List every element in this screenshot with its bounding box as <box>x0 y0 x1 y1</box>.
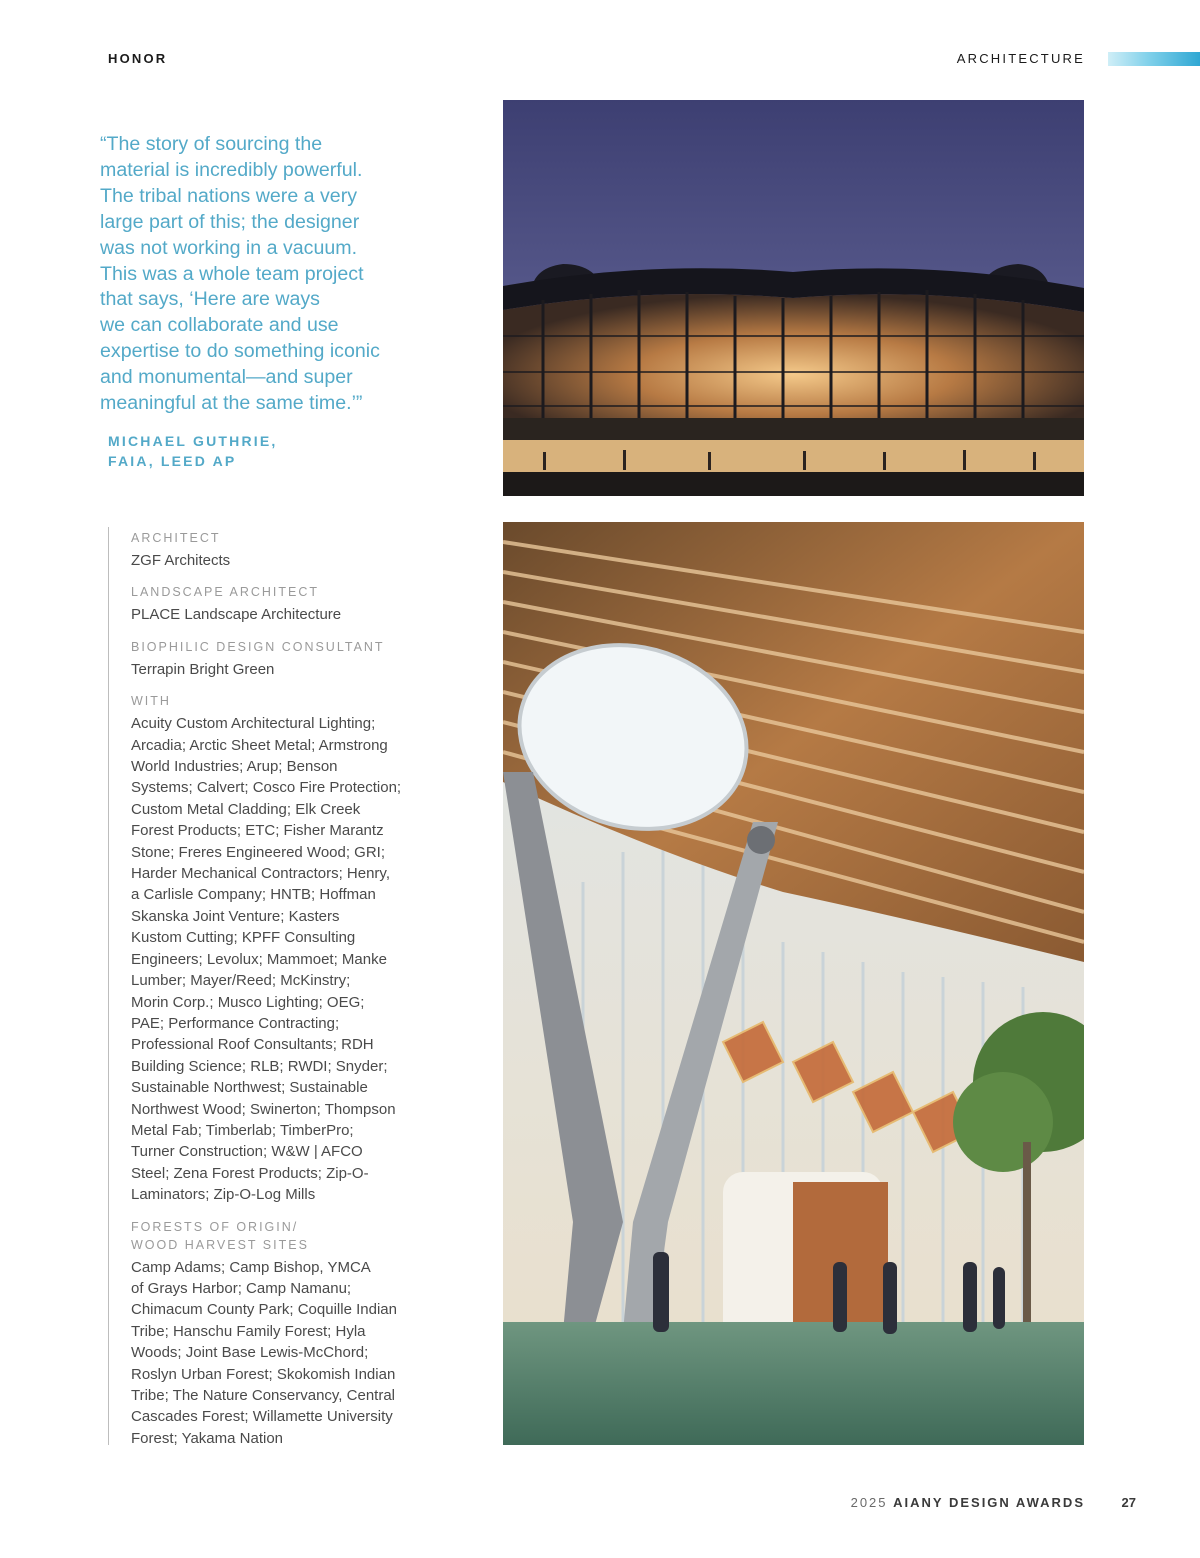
credit-landscape-architect <box>131 583 416 625</box>
footer-publication: AIANY DESIGN AWARDS <box>893 1495 1085 1510</box>
credit-biophilic-consultant <box>131 638 416 680</box>
project-credits <box>131 529 416 1461</box>
page-number: 27 <box>1121 1495 1136 1510</box>
credit-value: Camp Adams; Camp Bishop, YMCA of Grays Harbor; Camp Namanu; Chimacum County Park; Coquille Indian Tribe; Hanschu Family Forest; Hyla Woods; Joint Base Lewis-McChord; Roslyn Urban Forest; Skokomish Indian Tribe; The Nature Conservancy, Central Cascades Forest; Willamette University Forest; Yakama Nation <box>131 1258 397 1447</box>
credit-value: Acuity Custom Architectural Lighting; Arcadia; Arctic Sheet Metal; Armstrong World Industries; Arup; Benson Systems; Calvert; Cosco Fire Protection; Custom Metal Cladding; Elk Creek Forest Products; ETC; Fisher Marantz Stone; Freres Engineered Wood; GRI; Harder Mechanical Contractors; Henry, a Carlisle Company; HNTB; Hoffman Skanska Joint Venture; Kasters Kustom Cutting; KPFF Consulting Engineers; Levolux; Mammoet; Manke Lumber; Mayer/Reed; McKinstry; Morin Corp.; Musco Lighting; OEG; PAE; Performance Contracting; Professional Roof Consultants; RDH Building Science; RLB; RWDI; Snyder; Sustainable Northwest; Sustainable Northwest Wood; Swinerton; Thompson Metal Fab; Timberlab; TimberPro; Turner Construction; W&W | AFCO Steel; Zena Forest Products; Zip-O- Laminators; Zip-O-Log Mills <box>131 715 402 1204</box>
credit-label: WITH <box>131 694 171 709</box>
section-label: HONOR <box>108 51 168 66</box>
header-accent-bar <box>1108 52 1200 66</box>
quote-attribution: MICHAEL GUTHRIE, FAIA, LEED AP <box>108 433 278 469</box>
credit-label: ARCHITECT <box>131 531 221 545</box>
credit-value: Terrapin Bright Green <box>131 660 275 678</box>
credit-label: FORESTS OF ORIGIN/ WOOD HARVEST SITES <box>131 1219 309 1252</box>
terminal-interior-photo <box>503 522 1084 1445</box>
pull-quote: “The story of sourcing the material is incredibly powerful. The tribal nations were a very large part of this; the designer was not working in a vacuum. This was a whole team project that says, ‘Here are ways we can collaborate and use expertise to do something iconic and monumental—and super meaningful at the same time.’” <box>100 133 380 415</box>
credit-value: ZGF Architects <box>131 552 231 569</box>
publication-footer <box>700 1495 1085 1510</box>
credits-divider <box>108 527 109 1445</box>
credit-label: LANDSCAPE ARCHITECT <box>131 585 320 600</box>
credit-label: BIOPHILIC DESIGN CONSULTANT <box>131 639 385 654</box>
footer-year: 2025 <box>850 1495 888 1510</box>
credit-value: PLACE Landscape Architecture <box>131 606 342 624</box>
credit-architect <box>131 529 416 571</box>
credit-forests-of-origin <box>131 1218 416 1450</box>
category-label: ARCHITECTURE <box>956 51 1085 66</box>
terminal-exterior-photo <box>503 100 1084 496</box>
credit-with <box>131 692 416 1205</box>
